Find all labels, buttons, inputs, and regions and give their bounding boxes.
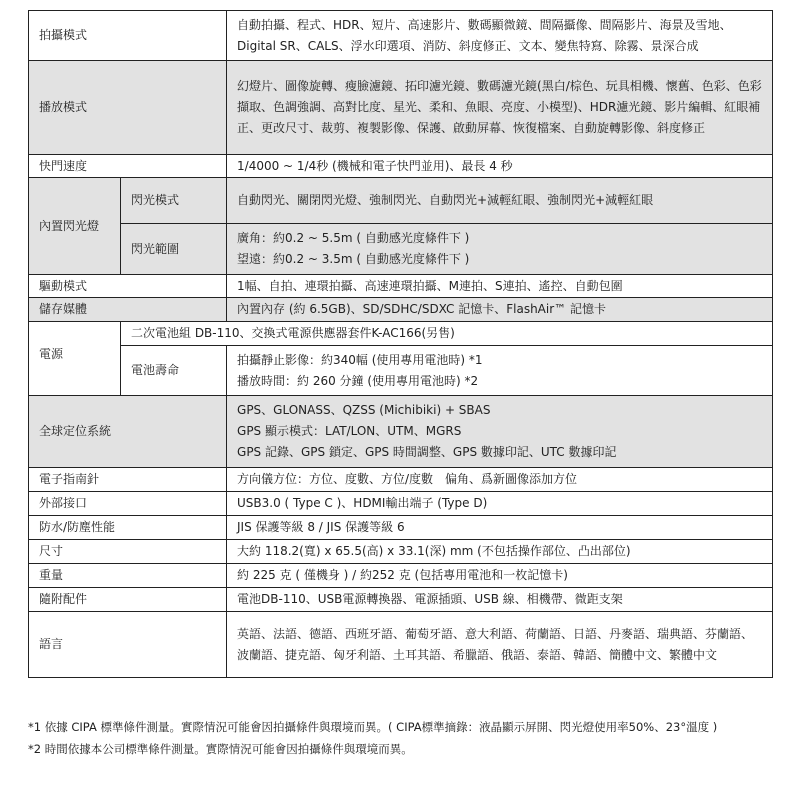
value-shutter-speed: 1/4000 ~ 1/4秒 (機械和電子快門並用)、最長 4 秒 [227,155,773,178]
battery-playback-time: 播放時間：約 260 分鐘 (使用專用電池時) *2 [237,373,479,388]
label-accessories: 隨附配件 [29,588,227,612]
row-compass [29,468,773,492]
label-weight: 重量 [29,564,227,588]
row-power [29,322,773,346]
label-battery-life: 電池壽命 [121,346,227,396]
row-battery-life [29,346,773,396]
row-shutter-speed [29,155,773,178]
label-gps: 全球定位系統 [29,396,227,468]
value-gps [227,396,773,468]
row-drive-mode [29,275,773,298]
value-language: 英語、法語、德語、西班牙語、葡萄牙語、意大利語、荷蘭語、日語、丹麥語、瑞典語、芬蘭語、波蘭語、捷克語、匈牙利語、土耳其語、希臘語、俄語、泰語、韓語、簡體中文、繁體中文 [227,612,773,678]
row-storage [29,298,773,322]
row-dimensions [29,540,773,564]
value-compass: 方向儀方位：方位、度數、方位/度數 偏角、爲新圖像添加方位 [227,468,773,492]
battery-still-images: 拍攝靜止影像：約340幅 (使用專用電池時) *1 [237,352,483,367]
row-language [29,612,773,678]
row-shooting-mode [29,11,773,61]
label-power: 電源 [29,322,121,396]
value-flash-mode: 自動閃光、關閉閃光燈、強制閃光、自動閃光+減輕紅眼、強制閃光+減輕紅眼 [227,178,773,224]
label-flash-range: 閃光範圍 [121,224,227,275]
label-shooting-mode: 拍攝模式 [29,11,227,61]
value-weight: 約 225 克 ( 僅機身 ) / 約252 克 (包括專用電池和一枚記憶卡) [227,564,773,588]
row-weight [29,564,773,588]
value-power: 二次電池組 DB-110、交換式電源供應器套件K-AC166(另售) [121,322,773,346]
value-shooting-mode: 自動拍攝、程式、HDR、短片、高速影片、數碼顯微鏡、間隔攝像、間隔影片、海景及雪地、Digital SR、CALS、浮水印選項、消防、斜度修正、文本、變焦特寫、除霧、景深合成 [227,11,773,61]
footnote-2: *2 時間依據本公司標準條件測量。實際情況可能會因拍攝條件與環境而異。 [28,742,413,756]
value-battery-life [227,346,773,396]
row-flash-range [29,224,773,275]
spec-sheet [28,10,772,678]
row-accessories [29,588,773,612]
value-flash-range [227,224,773,275]
label-compass: 電子指南針 [29,468,227,492]
value-dimensions: 大約 118.2(寬) x 65.5(高) x 33.1(深) mm (不包括操作部位、凸出部位) [227,540,773,564]
label-interface: 外部接口 [29,492,227,516]
row-playback-mode [29,61,773,155]
row-interface [29,492,773,516]
gps-display-mode: GPS 顯示模式：LAT/LON、UTM、MGRS [237,424,462,438]
flash-range-tele: 望遠：約0.2 ~ 3.5m ( 自動感光度條件下 ) [237,252,470,266]
row-gps [29,396,773,468]
label-storage: 儲存媒體 [29,298,227,322]
gps-functions: GPS 記錄、GPS 鎖定、GPS 時間調整、GPS 數據印記、UTC 數據印記 [237,445,617,459]
label-flash-mode: 閃光模式 [121,178,227,224]
flash-range-wide: 廣角：約0.2 ~ 5.5m ( 自動感光度條件下 ) [237,231,470,245]
spec-table [28,10,773,678]
value-storage: 內置內存 (約 6.5GB)、SD/SDHC/SDXC 記憶卡、FlashAir™ 記憶卡 [227,298,773,322]
value-waterproof: JIS 保護等級 8 / JIS 保護等級 6 [227,516,773,540]
label-dimensions: 尺寸 [29,540,227,564]
value-drive-mode: 1幅、自拍、連環拍攝、高速連環拍攝、M連拍、S連拍、遙控、自動包圍 [227,275,773,298]
footnotes [28,716,788,760]
value-interface: USB3.0 ( Type C )、HDMI輸出端子 (Type D) [227,492,773,516]
label-waterproof: 防水/防塵性能 [29,516,227,540]
row-waterproof [29,516,773,540]
label-drive-mode: 驅動模式 [29,275,227,298]
label-flash: 內置閃光燈 [29,178,121,275]
gps-systems: GPS、GLONASS、QZSS (Michibiki) + SBAS [237,403,491,417]
value-playback-mode: 幻燈片、圖像旋轉、瘦臉濾鏡、拓印濾光鏡、數碼濾光鏡(黑白/棕色、玩具相機、懷舊、色彩、色彩擷取、色調強調、高對比度、星光、柔和、魚眼、亮度、小模型)、HDR濾光鏡、影片編輯、紅眼補正、更改尺寸、裁剪、複製影像、保護、啟動屏幕、恢復檔案、自動旋轉影像、斜度修正 [227,61,773,155]
footnote-1: *1 依據 CIPA 標準條件測量。實際情況可能會因拍攝條件與環境而異。( CIPA標準摘錄：液晶顯示屏開、閃光燈使用率50%、23°溫度 ) [28,720,718,734]
label-playback-mode: 播放模式 [29,61,227,155]
value-accessories: 電池DB-110、USB電源轉換器、電源插頭、USB 線、相機帶、微距支架 [227,588,773,612]
label-language: 語言 [29,612,227,678]
row-flash-mode [29,178,773,224]
label-shutter-speed: 快門速度 [29,155,227,178]
